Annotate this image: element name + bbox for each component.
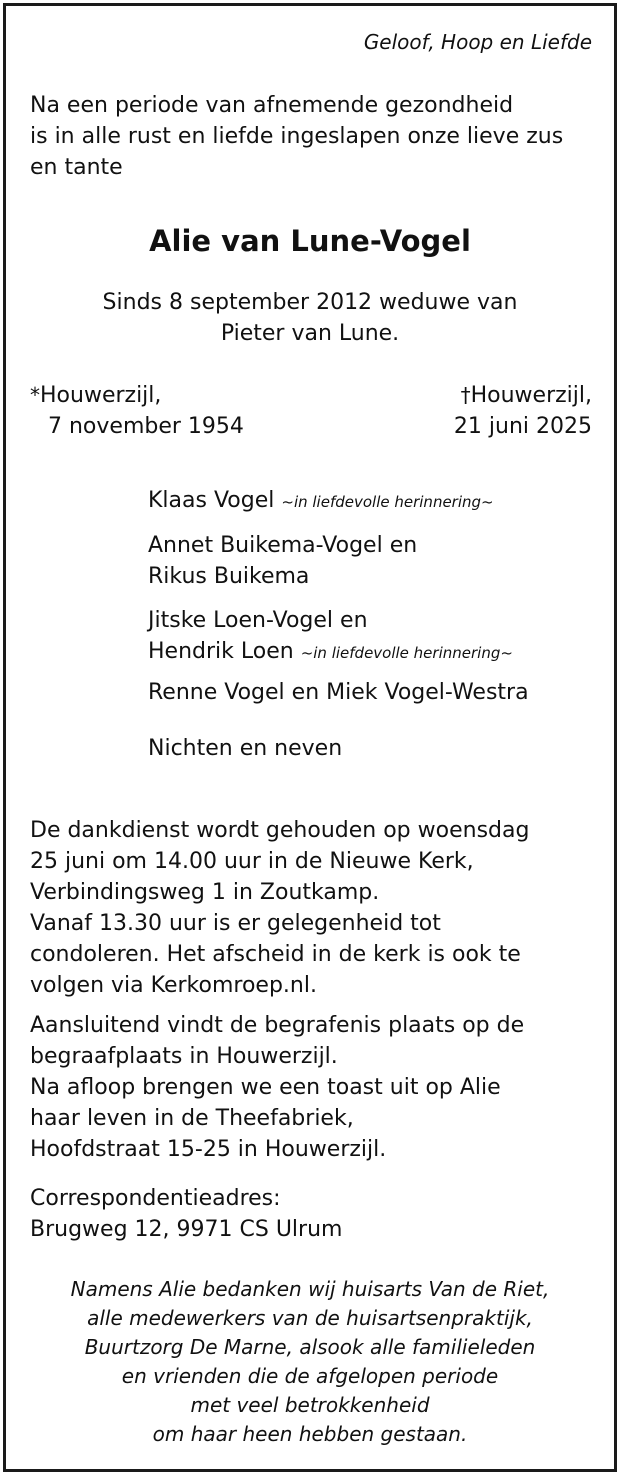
service-info xyxy=(30,815,600,1001)
family-entry xyxy=(148,605,513,669)
thanks-note xyxy=(0,1275,620,1449)
widow-line: Sinds 8 september 2012 weduwe van xyxy=(102,290,518,315)
death-place-line xyxy=(454,380,592,411)
burial-line: Aansluitend vindt de begrafenis plaats op de xyxy=(30,1013,525,1038)
motto: Geloof, Hoop en Liefde xyxy=(363,30,592,54)
remembrance-note: ~in liefdevolle herinnering~ xyxy=(300,644,513,662)
family-name: Klaas Vogel xyxy=(148,488,275,513)
family-name: Renne Vogel en Miek Vogel-Westra xyxy=(148,680,529,705)
cross-icon: † xyxy=(460,383,471,407)
intro-line: Na een periode van afnemende gezondheid xyxy=(30,93,514,118)
service-line: Vanaf 13.30 uur is er gelegenheid tot xyxy=(30,911,441,936)
family-name: Rikus Buikema xyxy=(148,564,310,589)
thanks-line: en vrienden die de afgelopen periode xyxy=(121,1364,499,1388)
burial-info xyxy=(30,1010,600,1165)
family-name: Annet Buikema-Vogel en xyxy=(148,533,418,558)
burial-line: Na afloop brengen we een toast uit op Alie xyxy=(30,1075,501,1100)
remembrance-note: ~in liefdevolle herinnering~ xyxy=(281,493,494,511)
correspondence-line: Brugweg 12, 9971 CS Ulrum xyxy=(30,1217,343,1242)
intro-line: is in alle rust en liefde ingeslapen onze lieve zus xyxy=(30,124,564,149)
family-name-line xyxy=(148,636,513,669)
family-entry xyxy=(148,677,529,708)
service-line: volgen via Kerkomroep.nl. xyxy=(30,973,317,998)
family-entry xyxy=(148,530,417,592)
birth-info xyxy=(30,380,244,442)
thanks-line: om haar heen hebben gestaan. xyxy=(152,1422,468,1446)
birth-place: Houwerzijl, xyxy=(40,383,162,408)
family-entry xyxy=(148,733,342,764)
death-date: 21 juni 2025 xyxy=(453,414,592,439)
service-line: 25 juni om 14.00 uur in de Nieuwe Kerk, xyxy=(30,849,474,874)
thanks-line: Buurtzorg De Marne, alsook alle familieleden xyxy=(84,1335,536,1359)
birth-place-line xyxy=(30,380,244,411)
family-name: Jitske Loen-Vogel en xyxy=(148,608,368,633)
family-name: Hendrik Loen xyxy=(148,639,294,664)
service-line: Verbindingsweg 1 in Zoutkamp. xyxy=(30,880,380,905)
correspondence-address xyxy=(30,1183,600,1245)
birth-date: 7 november 1954 xyxy=(48,414,244,439)
thanks-line: Namens Alie bedanken wij huisarts Van de Riet, xyxy=(70,1277,550,1301)
death-place: Houwerzijl, xyxy=(470,383,592,408)
deceased-name: Alie van Lune-Vogel xyxy=(149,224,471,258)
death-info xyxy=(454,380,592,442)
intro-text xyxy=(30,90,600,183)
burial-line: begraafplaats in Houwerzijl. xyxy=(30,1044,338,1069)
burial-line: Hoofdstraat 15-25 in Houwerzijl. xyxy=(30,1137,387,1162)
widow-line: Pieter van Lune. xyxy=(220,321,400,346)
intro-line: en tante xyxy=(30,155,123,180)
burial-line: haar leven in de Theefabriek, xyxy=(30,1106,354,1131)
service-line: De dankdienst wordt gehouden op woensdag xyxy=(30,818,530,843)
widow-note xyxy=(0,287,620,349)
star-icon: * xyxy=(30,383,40,407)
service-line: condoleren. Het afscheid in de kerk is ook te xyxy=(30,942,521,967)
correspondence-line: Correspondentieadres: xyxy=(30,1186,281,1211)
thanks-line: met veel betrokkenheid xyxy=(190,1393,430,1417)
family-name: Nichten en neven xyxy=(148,736,343,761)
family-entry xyxy=(148,485,494,518)
thanks-line: alle medewerkers van de huisartsenpraktijk, xyxy=(87,1306,533,1330)
